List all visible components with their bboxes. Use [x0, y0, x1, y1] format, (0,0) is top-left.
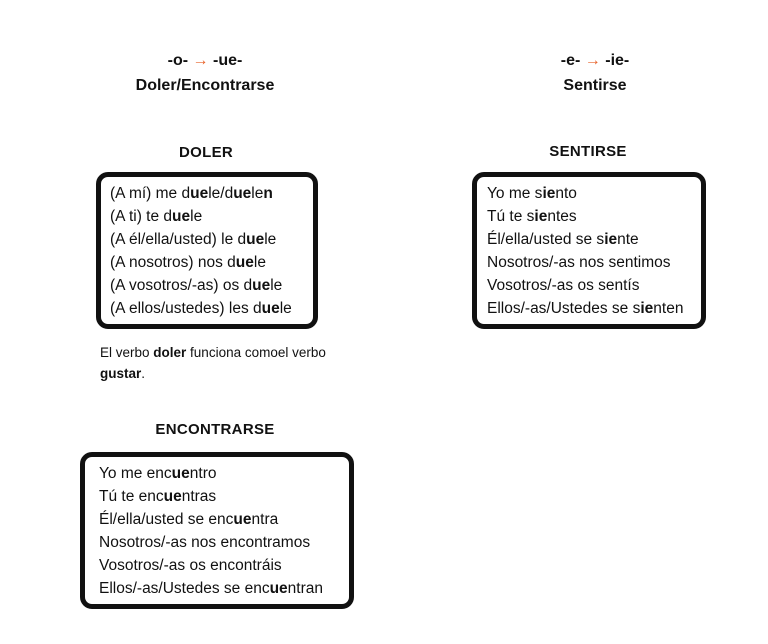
conjugation-line [487, 205, 701, 228]
highlighted-segment: ue [172, 208, 191, 225]
highlighted-segment: doler [153, 345, 187, 360]
text-segment: El verbo [100, 345, 154, 360]
vowel-from: -o- [167, 52, 189, 69]
text-segment: nto [555, 185, 577, 202]
text-segment: le [264, 231, 277, 248]
text-segment: (A nosotros) nos d [110, 254, 236, 271]
highlighted-segment: ue [246, 231, 265, 248]
conjugation-line [487, 274, 701, 297]
conjugation-line [110, 205, 313, 228]
conjugation-line [99, 554, 349, 577]
text-segment: le [279, 300, 292, 317]
vowel-change-o-ue [80, 48, 330, 73]
arrow-right-icon: → [192, 52, 209, 69]
text-segment: funciona como [186, 345, 278, 360]
highlighted-segment: ie [534, 208, 548, 225]
highlighted-segment: ue [163, 488, 182, 505]
conjugation-line [99, 531, 349, 554]
text-segment: Nosotros/-as nos encontramos [99, 534, 311, 551]
highlighted-segment: ie [640, 300, 654, 317]
conjugation-line [99, 577, 349, 600]
encontrarse-title: ENCONTRARSE [155, 421, 275, 438]
conjugation-line [110, 274, 313, 297]
highlighted-segment: ue [171, 465, 190, 482]
text-segment: Nosotros/-as nos sentimos [487, 254, 671, 271]
highlighted-segment: n [263, 185, 273, 202]
conjugation-line [110, 297, 313, 320]
sentirse-conjugation-box [472, 172, 706, 329]
text-segment: Tú te s [487, 208, 535, 225]
left-header-subtitle: Doler/Encontrarse [135, 77, 275, 94]
conjugation-line [99, 485, 349, 508]
highlighted-segment: ue [190, 185, 209, 202]
right-header-subtitle: Sentirse [563, 77, 627, 94]
doler-title: DOLER [179, 144, 233, 161]
text-segment: Ellos/-as/Ustedes se s [487, 300, 641, 317]
text-segment: Tú te enc [99, 488, 164, 505]
text-segment: ntran [287, 580, 324, 597]
highlighted-segment: ue [233, 185, 252, 202]
sentirse-title: SENTIRSE [549, 143, 627, 160]
vowel-from: -e- [560, 52, 581, 69]
text-segment: Vosotros/-as os encontráis [99, 557, 282, 574]
text-segment: ntra [251, 511, 279, 528]
highlighted-segment: ue [269, 580, 288, 597]
highlighted-segment: ue [261, 300, 280, 317]
vowel-change-e-ie [470, 48, 720, 73]
highlighted-segment: ue [233, 511, 252, 528]
text-segment: (A ti) te d [110, 208, 173, 225]
text-segment: le [190, 208, 203, 225]
text-segment: Ellos/-as/Ustedes se enc [99, 580, 270, 597]
left-header [80, 48, 330, 98]
text-segment: Vosotros/-as os sentís [487, 277, 640, 294]
text-segment: (A ellos/ustedes) les d [110, 300, 262, 317]
conjugation-line [99, 508, 349, 531]
highlighted-segment: ie [542, 185, 556, 202]
text-segment: ntro [189, 465, 217, 482]
right-header [470, 48, 720, 98]
conjugation-line [110, 228, 313, 251]
doler-conjugation-box [96, 172, 318, 329]
conjugation-line [110, 182, 313, 205]
conjugation-line [487, 182, 701, 205]
text-segment: le [251, 185, 264, 202]
vowel-to: -ie- [605, 52, 630, 69]
arrow-right-icon: → [584, 52, 601, 69]
conjugation-line [487, 228, 701, 251]
vowel-to: -ue- [213, 52, 243, 69]
encontrarse-conjugation-box [80, 452, 354, 609]
text-segment: el verbo [277, 345, 326, 360]
text-segment: le [253, 254, 266, 271]
doler-note [100, 342, 340, 384]
conjugation-line [110, 251, 313, 274]
text-segment: nten [653, 300, 684, 317]
highlighted-segment: ue [252, 277, 271, 294]
text-segment: nte [617, 231, 639, 248]
text-segment: (A mí) me d [110, 185, 191, 202]
text-segment: ntes [547, 208, 577, 225]
conjugation-line [487, 297, 701, 320]
text-segment: ntras [181, 488, 217, 505]
conjugation-line [100, 345, 278, 360]
highlighted-segment: ie [604, 231, 618, 248]
highlighted-segment: gustar [100, 366, 142, 381]
text-segment: Él/ella/usted se enc [99, 511, 234, 528]
text-segment: (A él/ella/usted) le d [110, 231, 247, 248]
text-segment: Él/ella/usted se s [487, 231, 605, 248]
highlighted-segment: ue [235, 254, 254, 271]
conjugation-line [487, 251, 701, 274]
text-segment: Yo me enc [99, 465, 172, 482]
text-segment: Yo me s [487, 185, 543, 202]
text-segment: (A vosotros/-as) os d [110, 277, 253, 294]
text-segment: le [270, 277, 283, 294]
text-segment: le/d [208, 185, 234, 202]
text-segment: . [141, 366, 146, 381]
conjugation-line [99, 462, 349, 485]
